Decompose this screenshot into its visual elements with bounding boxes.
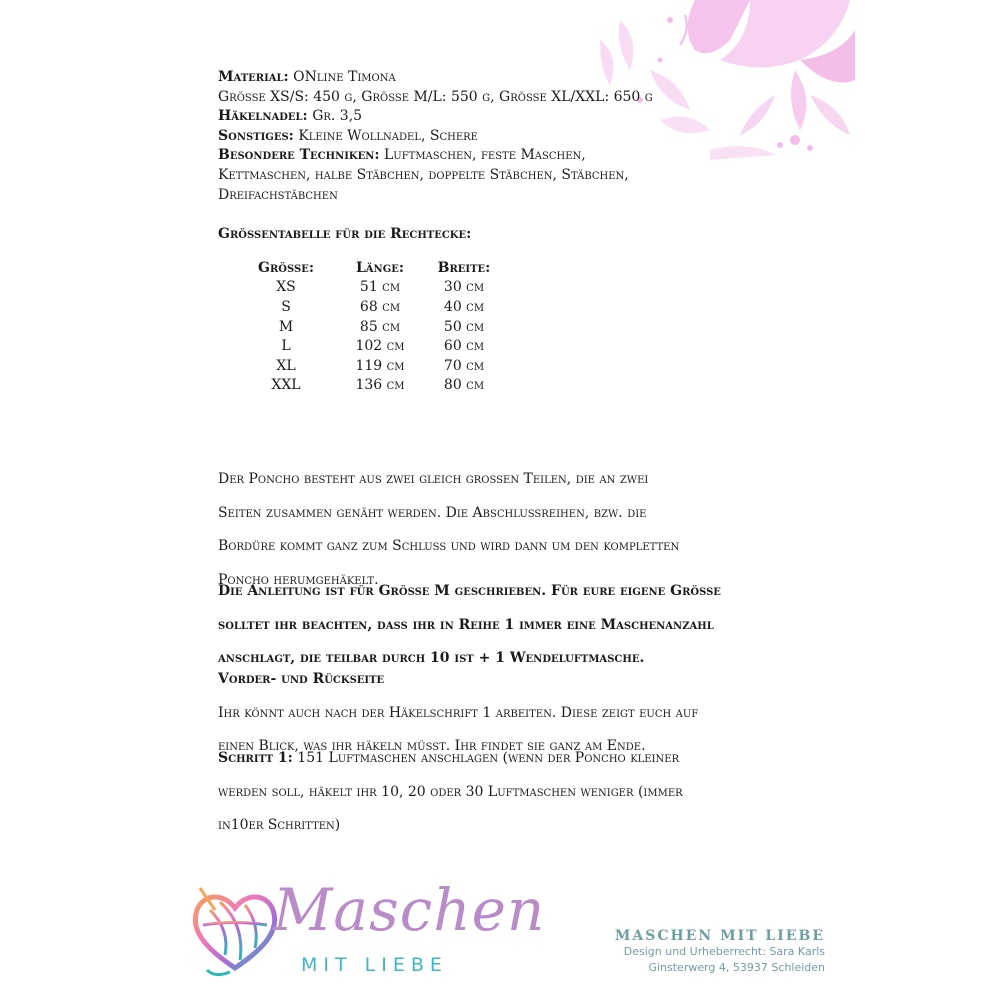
size-header: Grösse: (258, 259, 314, 276)
logo-script-text: Maschen (273, 876, 546, 944)
width-cell: 80 cm (443, 377, 485, 394)
footer-title: MASCHEN MIT LIEBE (614, 928, 825, 944)
step-1-line: werden soll, häkelt ihr 10, 20 oder 30 Luftmaschen weniger (immer (218, 783, 683, 800)
step-1 (218, 735, 778, 850)
size-table (236, 259, 778, 396)
size-cell: M (278, 318, 294, 335)
length-cell: 119 cm (355, 357, 405, 374)
other-line (218, 127, 778, 147)
length-header: Länge: (355, 259, 405, 276)
footer-copyright: Design und Urheberrecht: Sara Karls (623, 945, 825, 958)
section-title: Vorder- und Rückseite (218, 671, 385, 687)
step-1-label: Schritt 1: (218, 750, 293, 766)
table-row (236, 318, 778, 338)
table-row (236, 298, 778, 318)
description-line: Seiten zusammen genäht werden. Die Abschlussreihen, bzw. die (218, 504, 647, 521)
width-cell: 60 cm (443, 338, 485, 355)
material-label: Material: (218, 69, 289, 85)
step-1-text: 151 Luftmaschen anschlagen (wenn der Poncho kleiner (297, 750, 680, 766)
other-label: Sonstiges: (218, 127, 294, 144)
length-cell: 51 cm (359, 279, 401, 296)
material-line (218, 68, 778, 88)
width-cell: 40 cm (443, 298, 485, 315)
description-line: Der Poncho besteht aus zwei gleich grossen Teilen, die an zwei (218, 471, 649, 487)
brand-logo (185, 876, 546, 980)
techniques-value-3: Dreifachstäbchen (218, 186, 338, 203)
table-row (236, 278, 778, 298)
note-line: Die Anleitung ist für Grösse M geschrieben. Für eure eigene Grösse (218, 583, 721, 599)
step-1-line: in10er Schritten) (218, 817, 341, 834)
table-row (236, 337, 778, 357)
yarn-heart-icon (185, 880, 285, 980)
material-value: ONline Timona (293, 69, 396, 85)
logo-sub-text: MIT LIEBE (301, 954, 448, 976)
section-line: einen Blick, was ihr häkeln müsst. Ihr findet sie ganz am Ende. (218, 738, 646, 755)
hook-value: Gr. 3,5 (312, 108, 363, 125)
techniques-value-2: Kettmaschen, halbe Stäbchen, doppelte Stäbchen, Stäbchen, (218, 166, 629, 183)
size-cell: S (281, 298, 291, 315)
size-cell: L (281, 338, 291, 355)
note-line: anschlagt, die teilbar durch 10 ist + 1 Wendeluftmasche. (218, 650, 645, 667)
step-1-line (218, 749, 778, 769)
size-cell: XL (276, 357, 296, 374)
width-cell: 70 cm (443, 357, 485, 374)
length-cell: 102 cm (355, 338, 405, 355)
hook-line (218, 107, 778, 127)
footer-credits (580, 928, 825, 976)
techniques-value-1: Luftmaschen, feste Maschen, (383, 147, 586, 164)
techniques-line (218, 146, 778, 166)
table-row (236, 376, 778, 396)
techniques-label: Besondere Techniken: (218, 147, 380, 164)
width-cell: 30 cm (443, 279, 485, 296)
size-cell: XXL (271, 377, 301, 394)
size-table-title: Grössentabelle für die Rechtecke: (218, 226, 472, 243)
length-cell: 85 cm (359, 318, 401, 335)
materials-section (218, 68, 778, 396)
hook-label: Häkelnadel: (218, 108, 308, 125)
table-row (236, 357, 778, 377)
width-header: Breite: (437, 259, 491, 276)
length-cell: 136 cm (355, 377, 405, 394)
other-value: Kleine Wollnadel, Schere (298, 127, 478, 144)
yarn-weight-line: Grösse XS/S: 450 g, Grösse M/L: 550 g, Grösse XL/XXL: 650 g (218, 88, 653, 105)
size-table-header (236, 259, 778, 279)
section-line: Ihr könnt auch nach der Häkelschrift 1 arbeiten. Diese zeigt euch auf (218, 704, 699, 721)
width-cell: 50 cm (443, 318, 485, 335)
size-cell: XS (276, 279, 296, 296)
length-cell: 68 cm (359, 298, 401, 315)
description-line: Poncho herumgehäkelt. (218, 571, 379, 588)
footer-address: Ginsterwerg 4, 53937 Schleiden (648, 961, 825, 974)
description-line: Bordüre kommt ganz zum Schluss und wird dann um den kompletten (218, 538, 680, 555)
note-line: solltet ihr beachten, dass ihr in Reihe 1 immer eine Maschenanzahl (218, 616, 714, 633)
